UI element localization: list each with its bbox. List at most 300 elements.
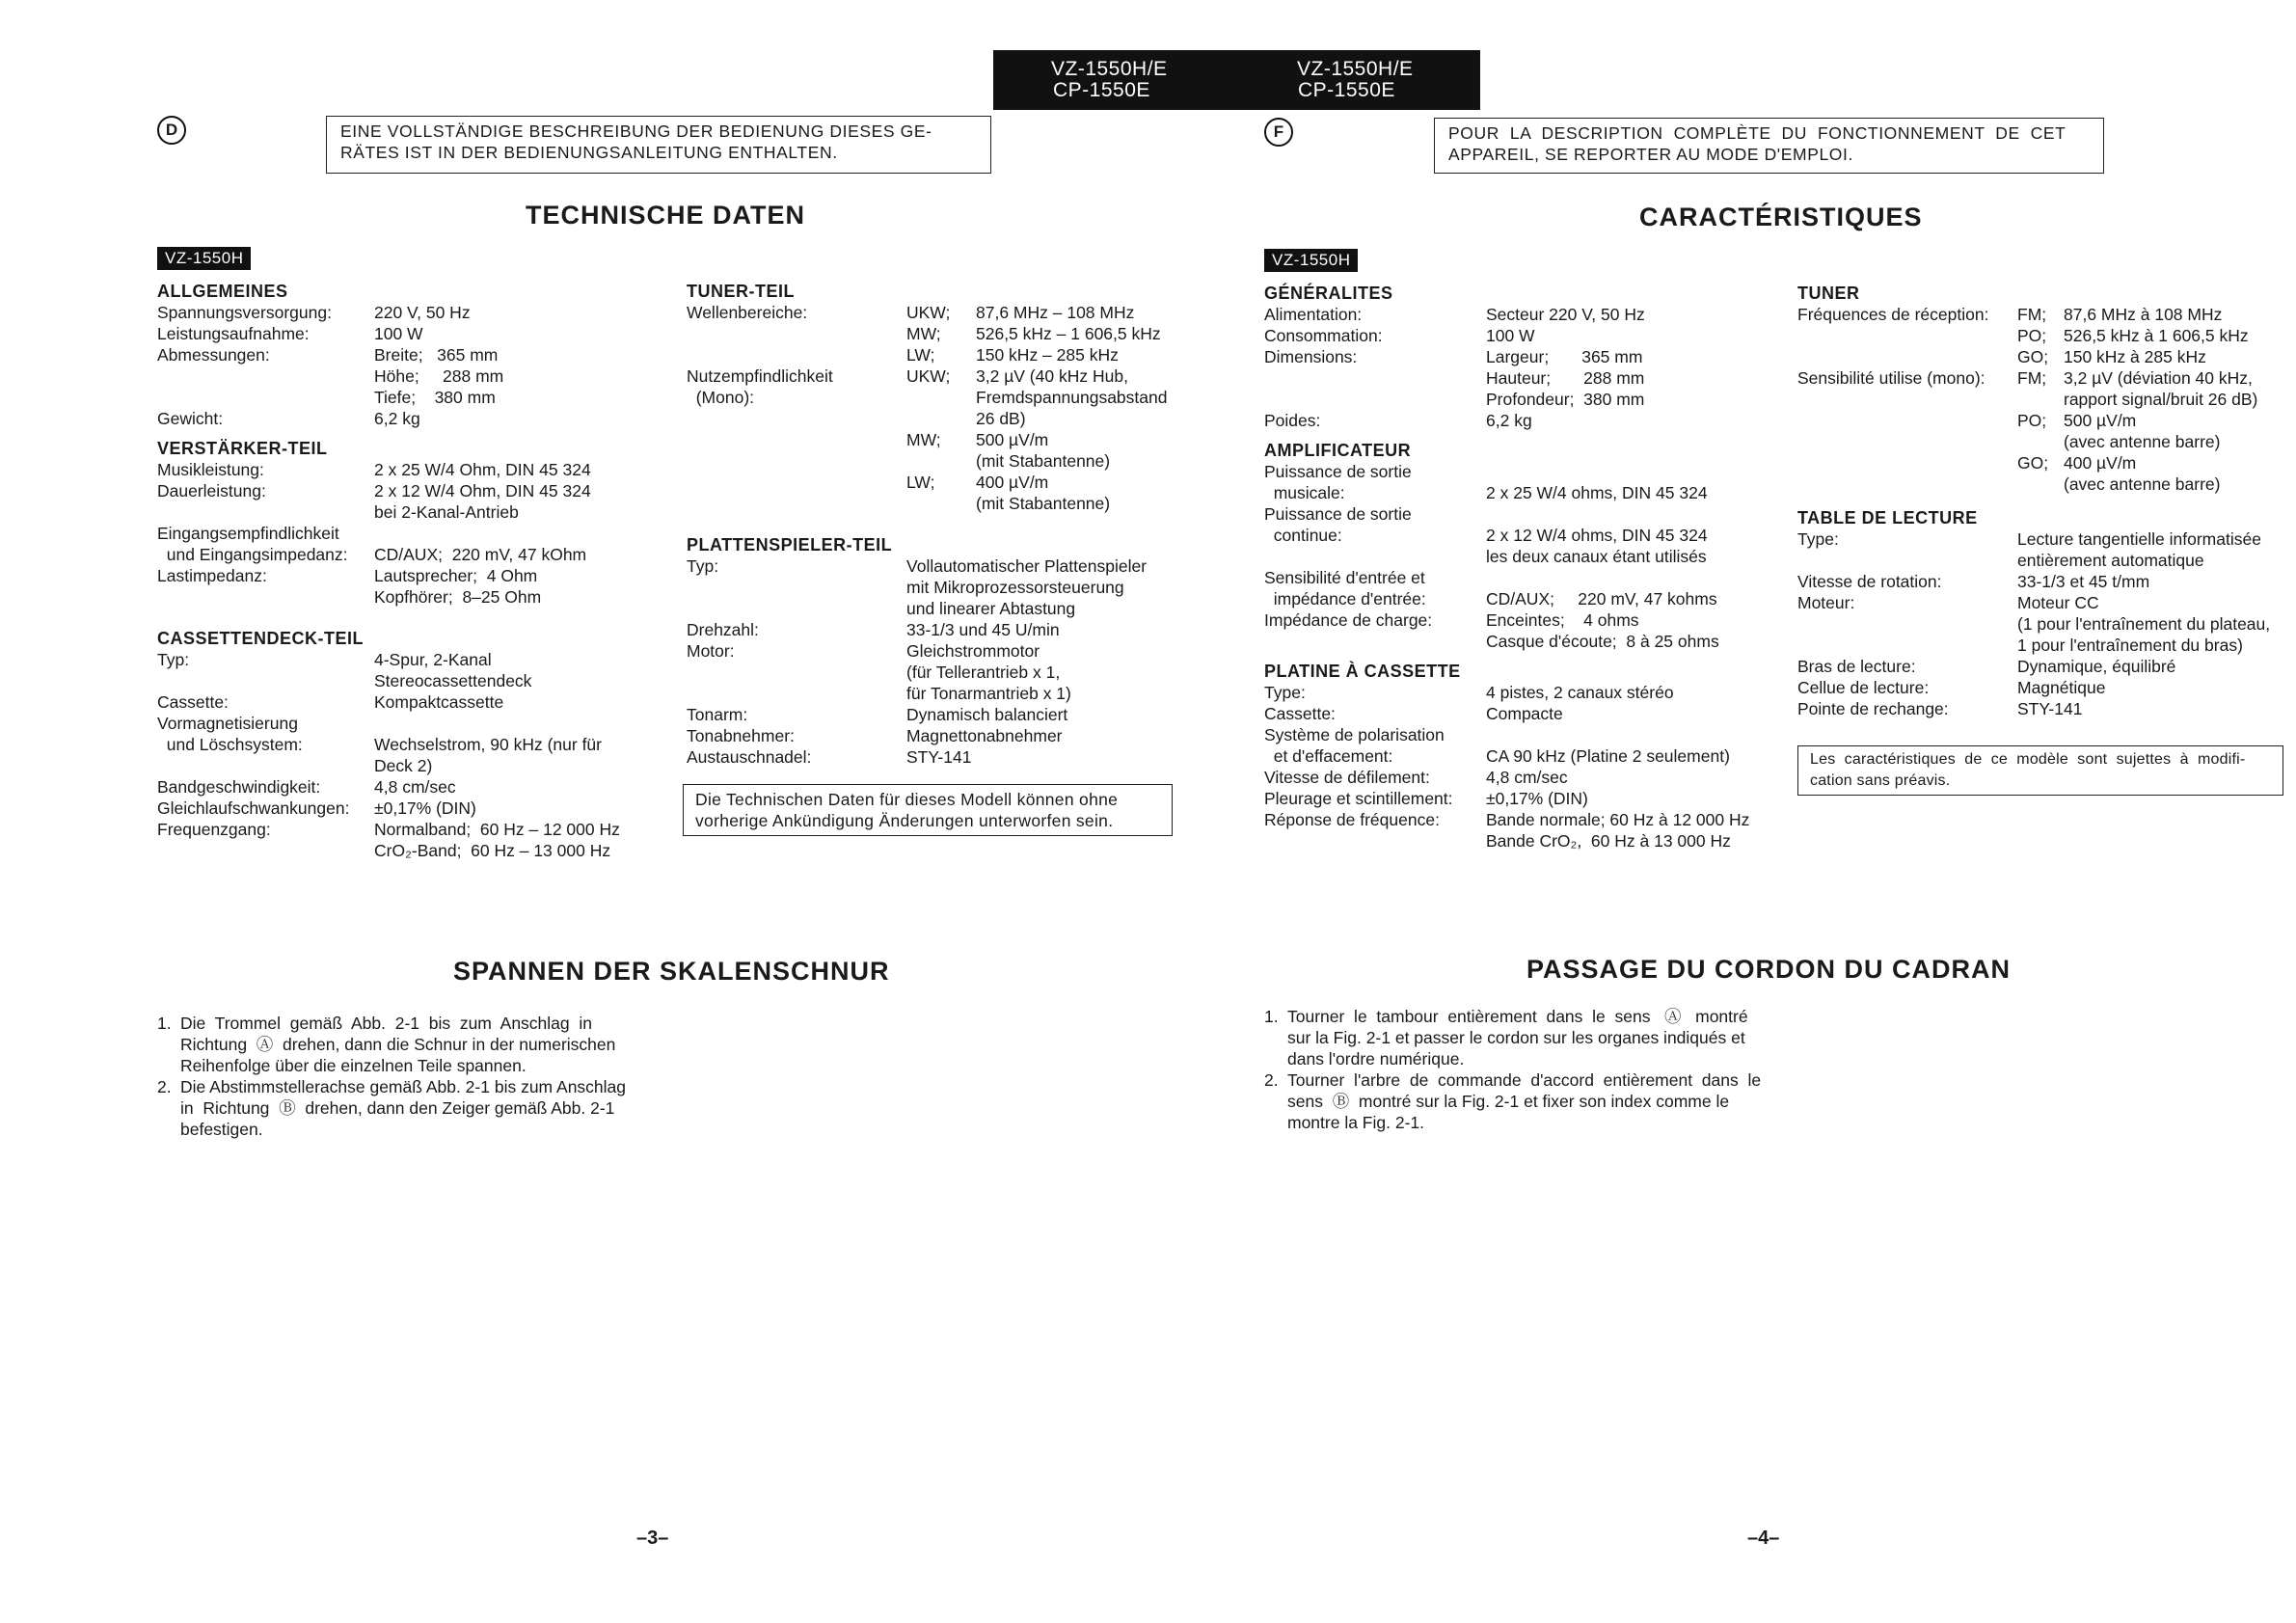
fr-dial-cord-title: PASSAGE DU CORDON DU CADRAN: [1526, 955, 2012, 984]
spec-value: 1 pour l'entraînement du bras): [2017, 636, 2243, 655]
spec-band: [2017, 431, 2064, 452]
spec-label: (Mono):: [687, 388, 755, 407]
spec-label: Nutzempfindlichkeit: [687, 366, 833, 386]
spec-label: Vormagnetisierung: [157, 714, 298, 733]
spec-value: 4,8 cm/sec: [374, 777, 456, 797]
spec-value: Gleichstrommotor: [906, 641, 1040, 661]
spec-section: [1264, 284, 1785, 431]
spec-row: [157, 344, 659, 365]
spec-label: Bandgeschwindigkeit:: [157, 777, 321, 797]
spec-label: [1264, 631, 1486, 652]
spec-value: [1486, 567, 1775, 588]
spec-row: [1797, 473, 2289, 495]
de-model-tag: VZ-1550H: [157, 247, 251, 270]
spec-label: [1797, 431, 2017, 452]
spec-value: 4 pistes, 2 canaux stéréo: [1486, 683, 1674, 702]
spec-row: [157, 776, 659, 798]
spec-row: [1264, 631, 1785, 652]
spec-value: 500 µV/m: [976, 430, 1049, 449]
spec-value: entièrement automatique: [2017, 551, 2204, 570]
spec-label: Lastimpedanz:: [157, 566, 267, 585]
spec-band: [906, 408, 976, 429]
spec-section: [1264, 662, 1785, 852]
spec-row: [1264, 325, 1785, 346]
spec-value: CA 90 kHz (Platine 2 seulement): [1486, 746, 1730, 766]
spec-value: 87,6 MHz à 108 MHz: [2064, 305, 2223, 324]
step-text-line: sur la Fig. 2-1 et passer le cordon sur les organes indiqués et: [1287, 1028, 1745, 1047]
spec-row: [1797, 346, 2289, 367]
spec-label: [157, 501, 374, 523]
spec-label: [687, 598, 906, 619]
spec-label: impédance d'entrée:: [1264, 589, 1426, 609]
spec-label: [157, 755, 374, 776]
spec-value: Kopfhörer; 8–25 Ohm: [374, 587, 542, 607]
de-notice-box: [326, 116, 991, 174]
spec-row: [157, 302, 659, 323]
step-text-line: Tourner l'arbre de commande d'accord entièrement dans le: [1287, 1070, 1762, 1090]
spec-row: [687, 387, 1188, 408]
spec-row: [687, 577, 1188, 598]
spec-row: [687, 725, 1188, 746]
spec-row: [1264, 410, 1785, 431]
spec-row: [1797, 528, 2289, 550]
spec-row: [1264, 767, 1785, 788]
spec-value: 526,5 kHz à 1 606,5 kHz: [2064, 326, 2249, 345]
spec-label: [1264, 389, 1486, 410]
spec-row: [687, 598, 1188, 619]
right-model-name: VZ-1550H/E: [1297, 58, 1414, 80]
spec-row: [157, 323, 659, 344]
spec-label: Musikleistung:: [157, 460, 264, 479]
spec-label: Type:: [1264, 683, 1306, 702]
spec-row: [1797, 571, 2289, 592]
spec-section: [157, 282, 659, 429]
spec-label: [1264, 367, 1486, 389]
spec-label: Spannungsversorgung:: [157, 303, 332, 322]
spec-value: (1 pour l'entraînement du plateau,: [2017, 614, 2271, 634]
step-text-line: in Richtung Ⓑ drehen, dann den Zeiger gemäß Abb. 2-1: [180, 1098, 615, 1118]
fr-notice-line: POUR LA DESCRIPTION COMPLÈTE DU FONCTIONNEMENT DE CET: [1448, 123, 2066, 143]
de-disclaimer-box: [683, 784, 1173, 836]
spec-label: Typ:: [687, 556, 719, 576]
spec-row: [1797, 367, 2289, 389]
spec-value: 526,5 kHz – 1 606,5 kHz: [976, 324, 1161, 343]
spec-value: Dynamique, équilibré: [2017, 657, 2176, 676]
spec-value: Breite; 365 mm: [374, 345, 499, 365]
spec-label: [687, 493, 906, 514]
spec-value: Lautsprecher; 4 Ohm: [374, 566, 538, 585]
spec-row: [157, 670, 659, 691]
fr-spec-column-right: [1797, 284, 2289, 719]
step-text-line: montre la Fig. 2-1.: [1287, 1113, 1424, 1132]
spec-row: [1264, 482, 1785, 503]
spec-value: ±0,17% (DIN): [374, 798, 476, 818]
instruction-step: [157, 1013, 659, 1076]
spec-label: Austauschnadel:: [687, 747, 812, 767]
spec-row: [1797, 677, 2289, 698]
spec-label: Leistungsaufnahme:: [157, 324, 310, 343]
spec-row: [1264, 389, 1785, 410]
spec-value: STY-141: [2017, 699, 2083, 718]
spec-label: [1797, 550, 2017, 571]
spec-value: les deux canaux étant utilisés: [1486, 547, 1707, 566]
spec-label: [687, 344, 906, 365]
spec-row: [157, 459, 659, 480]
language-mark-de: D: [157, 116, 186, 145]
spec-value: [374, 523, 654, 544]
spec-label: Tonabnehmer:: [687, 726, 795, 745]
spec-value: CD/AUX; 220 mV, 47 kohms: [1486, 589, 1717, 609]
spec-label: continue:: [1264, 526, 1342, 545]
spec-row: [157, 480, 659, 501]
spec-label: [687, 408, 906, 429]
spec-section-heading: VERSTÄRKER-TEIL: [157, 439, 328, 458]
fr-model-tag: VZ-1550H: [1264, 249, 1358, 272]
spec-band: FM;: [2017, 305, 2047, 324]
spec-value: 2 x 12 W/4 ohms, DIN 45 324: [1486, 526, 1708, 545]
spec-section: [687, 282, 1188, 514]
spec-row: [687, 472, 1188, 493]
de-section-title: TECHNISCHE DATEN: [526, 201, 806, 230]
spec-row: [1264, 588, 1785, 609]
spec-value: CD/AUX; 220 mV, 47 kOhm: [374, 545, 587, 564]
spec-value: 33-1/3 et 45 t/mm: [2017, 572, 2150, 591]
spec-label: Dauerleistung:: [157, 481, 266, 500]
spec-value: (avec antenne barre): [2064, 432, 2221, 451]
spec-row: [157, 565, 659, 586]
spec-value: für Tonarmantrieb x 1): [906, 684, 1071, 703]
spec-label: Typ:: [157, 650, 190, 669]
spec-row: [157, 798, 659, 819]
spec-label: [687, 683, 906, 704]
spec-value: 100 W: [1486, 326, 1535, 345]
spec-band: LW;: [906, 473, 935, 492]
spec-label: Cassette:: [1264, 704, 1336, 723]
spec-value: STY-141: [906, 747, 972, 767]
fr-disclaimer-line: cation sans préavis.: [1810, 772, 1951, 789]
spec-row: [1264, 682, 1785, 703]
spec-row: [687, 344, 1188, 365]
spec-label: Eingangsempfindlichkeit: [157, 524, 339, 543]
spec-section-heading: ALLGEMEINES: [157, 282, 288, 301]
left-model-name-2: CP-1550E: [1053, 79, 1150, 101]
spec-value: 4-Spur, 2-Kanal: [374, 650, 492, 669]
spec-section: [1797, 284, 2289, 495]
spec-band: UKW;: [906, 303, 951, 322]
spec-label: Sensibilité d'entrée et: [1264, 568, 1425, 587]
page-number-3: –3–: [636, 1528, 669, 1549]
spec-row: [687, 408, 1188, 429]
spec-label: Abmessungen:: [157, 345, 270, 365]
spec-value: [1486, 503, 1775, 525]
spec-label: Consommation:: [1264, 326, 1383, 345]
spec-row: [157, 387, 659, 408]
spec-label: [157, 387, 374, 408]
spec-label: [157, 840, 374, 861]
spec-row: [687, 619, 1188, 640]
spec-label: Gleichlaufschwankungen:: [157, 798, 350, 818]
fr-dial-cord-steps: [1264, 1006, 1766, 1133]
spec-row: [687, 302, 1188, 323]
spec-row: [1264, 609, 1785, 631]
spec-row: [1797, 325, 2289, 346]
spec-row: [687, 662, 1188, 683]
spec-row: [687, 493, 1188, 514]
spec-value: Secteur 220 V, 50 Hz: [1486, 305, 1645, 324]
spec-label: [157, 586, 374, 608]
spec-label: [687, 472, 906, 493]
spec-band: [2017, 389, 2064, 410]
spec-row: [157, 734, 659, 755]
spec-value: Bande normale; 60 Hz à 12 000 Hz: [1486, 810, 1750, 829]
spec-row: [1264, 546, 1785, 567]
spec-row: [157, 840, 659, 861]
spec-row: [687, 365, 1188, 387]
spec-value: Normalband; 60 Hz – 12 000 Hz: [374, 820, 620, 839]
spec-value: 500 µV/m: [2064, 411, 2137, 430]
spec-label: [687, 429, 906, 450]
spec-value: 26 dB): [976, 409, 1026, 428]
spec-value: rapport signal/bruit 26 dB): [2064, 390, 2258, 409]
spec-band: LW;: [906, 345, 935, 365]
fr-spec-column-left: [1264, 284, 1785, 852]
fr-section-title: CARACTÉRISTIQUES: [1639, 203, 1923, 231]
spec-label: Type:: [1797, 529, 1839, 549]
spec-band: PO;: [2017, 326, 2047, 345]
spec-label: Cassette:: [157, 692, 229, 712]
spec-label: [157, 365, 374, 387]
spec-value: 3,2 µV (40 kHz Hub,: [976, 366, 1128, 386]
spec-section: [1797, 508, 2289, 719]
spec-row: [687, 704, 1188, 725]
de-dial-cord-steps: [157, 1013, 659, 1140]
spec-row: [1797, 452, 2289, 473]
spec-value: 150 kHz à 285 kHz: [2064, 347, 2206, 366]
spec-row: [157, 365, 659, 387]
spec-label: und Löschsystem:: [157, 735, 303, 754]
spec-row: [687, 450, 1188, 472]
spec-value: 87,6 MHz – 108 MHz: [976, 303, 1135, 322]
spec-value: (avec antenne barre): [2064, 474, 2221, 494]
spec-row: [157, 501, 659, 523]
page-number-4: –4–: [1747, 1528, 1780, 1549]
spec-label: Gewicht:: [157, 409, 224, 428]
spec-value: Magnétique: [2017, 678, 2106, 697]
spec-row: [1264, 703, 1785, 724]
spec-value: Vollautomatischer Plattenspieler: [906, 556, 1148, 576]
spec-value: Stereocassettendeck: [374, 671, 532, 690]
fr-disclaimer-box: [1797, 745, 2283, 796]
spec-value: mit Mikroprozessorsteuerung: [906, 578, 1124, 597]
spec-row: [1264, 367, 1785, 389]
spec-row: [1797, 550, 2289, 571]
spec-label: und Eingangsimpedanz:: [157, 545, 348, 564]
step-text-line: sens Ⓑ montré sur la Fig. 2-1 et fixer son index comme le: [1287, 1092, 1730, 1111]
spec-value: Magnettonabnehmer: [906, 726, 1063, 745]
instruction-step: [157, 1076, 659, 1140]
step-number: 1.: [1264, 1007, 1279, 1026]
spec-band: [906, 387, 976, 408]
spec-label: Cellue de lecture:: [1797, 678, 1930, 697]
spec-value: 400 µV/m: [976, 473, 1049, 492]
instruction-step: [1264, 1006, 1766, 1069]
spec-label: Réponse de fréquence:: [1264, 810, 1440, 829]
spec-label: Motor:: [687, 641, 735, 661]
spec-label: [1797, 635, 2017, 656]
step-number: 2.: [157, 1077, 172, 1096]
step-text-line: Reihenfolge über die einzelnen Teile spannen.: [180, 1056, 527, 1075]
spec-section-heading: TUNER-TEIL: [687, 282, 795, 301]
spec-row: [687, 640, 1188, 662]
spec-label: Moteur:: [1797, 593, 1855, 612]
spec-section-heading: GÉNÉRALITES: [1264, 284, 1393, 303]
spec-label: Pointe de rechange:: [1797, 699, 1949, 718]
spec-section: [1264, 441, 1785, 652]
spec-label: [1797, 410, 2017, 431]
spec-row: [1797, 410, 2289, 431]
spec-value: ±0,17% (DIN): [1486, 789, 1588, 808]
spec-row: [687, 323, 1188, 344]
spec-value: [1486, 724, 1775, 745]
spec-value: Tiefe; 380 mm: [374, 388, 496, 407]
spec-section: [157, 629, 659, 861]
spec-row: [157, 819, 659, 840]
spec-row: [157, 408, 659, 429]
spec-value: Casque d'écoute; 8 à 25 ohms: [1486, 632, 1719, 651]
spec-label: [687, 323, 906, 344]
spec-row: [1264, 503, 1785, 525]
spec-section-heading: CASSETTENDECK-TEIL: [157, 629, 365, 648]
spec-value: (mit Stabantenne): [976, 494, 1111, 513]
spec-label: Wellenbereiche:: [687, 303, 808, 322]
spec-value: Fremdspannungsabstand: [976, 388, 1168, 407]
fr-disclaimer-line: Les caractéristiques de ce modèle sont sujettes à modifi-: [1810, 751, 2246, 768]
spec-value: Lecture tangentielle informatisée: [2017, 529, 2261, 549]
spec-label: Fréquences de réception:: [1797, 305, 1989, 324]
spec-label: Vitesse de défilement:: [1264, 768, 1430, 787]
spec-row: [1797, 613, 2289, 635]
spec-label: Poides:: [1264, 411, 1321, 430]
spec-band: GO;: [2017, 453, 2049, 473]
spec-row: [1264, 461, 1785, 482]
spec-value: (für Tellerantrieb x 1,: [906, 663, 1061, 682]
spec-label: Impédance de charge:: [1264, 610, 1433, 630]
spec-row: [1264, 724, 1785, 745]
spec-row: [1797, 431, 2289, 452]
de-disclaimer-line: Die Technischen Daten für dieses Modell können ohne: [695, 790, 1119, 809]
spec-section-heading: TABLE DE LECTURE: [1797, 508, 1978, 527]
spec-label: [157, 670, 374, 691]
spec-value: Hauteur; 288 mm: [1486, 368, 1645, 388]
spec-row: [157, 691, 659, 713]
spec-value: Profondeur; 380 mm: [1486, 390, 1645, 409]
spec-value: Compacte: [1486, 704, 1563, 723]
spec-row: [1797, 635, 2289, 656]
step-text-line: Tourner le tambour entièrement dans le sens Ⓐ montré: [1287, 1007, 1748, 1026]
spec-label: [1797, 346, 2017, 367]
spec-section-heading: AMPLIFICATEUR: [1264, 441, 1412, 460]
spec-label: [1264, 546, 1486, 567]
spec-value: 220 V, 50 Hz: [374, 303, 471, 322]
spec-value: Largeur; 365 mm: [1486, 347, 1643, 366]
spec-label: [687, 662, 906, 683]
spec-label: Tonarm:: [687, 705, 748, 724]
spec-row: [1797, 389, 2289, 410]
spec-value: 150 kHz – 285 kHz: [976, 345, 1119, 365]
de-notice-line: RÄTES IST IN DER BEDIENUNGSANLEITUNG ENTHALTEN.: [340, 143, 838, 162]
spec-label: [1264, 830, 1486, 852]
spec-band: UKW;: [906, 366, 951, 386]
spec-label: Système de polarisation: [1264, 725, 1445, 744]
spec-band: [906, 493, 976, 514]
spec-label: Bras de lecture:: [1797, 657, 1916, 676]
spec-value: Höhe; 288 mm: [374, 366, 504, 386]
spec-value: 2 x 25 W/4 Ohm, DIN 45 324: [374, 460, 591, 479]
spec-row: [157, 649, 659, 670]
spec-row: [157, 755, 659, 776]
spec-value: 400 µV/m: [2064, 453, 2137, 473]
spec-label: [1797, 325, 2017, 346]
de-dial-cord-title: SPANNEN DER SKALENSCHNUR: [453, 957, 890, 986]
fr-notice-box: [1434, 118, 2104, 174]
spec-value: Dynamisch balanciert: [906, 705, 1068, 724]
spec-section: [157, 439, 659, 608]
spec-value: 100 W: [374, 324, 423, 343]
spec-row: [1797, 698, 2289, 719]
spec-label: Drehzahl:: [687, 620, 759, 639]
spec-band: MW;: [906, 430, 941, 449]
spec-label: musicale:: [1264, 483, 1345, 502]
spec-band: FM;: [2017, 368, 2047, 388]
spec-value: [1486, 461, 1775, 482]
spec-label: Dimensions:: [1264, 347, 1358, 366]
spec-band: GO;: [2017, 347, 2049, 366]
spec-row: [1264, 830, 1785, 852]
right-model-name-2: CP-1550E: [1298, 79, 1395, 101]
spec-band: MW;: [906, 324, 941, 343]
spec-value: 6,2 kg: [1486, 411, 1532, 430]
spec-label: [1797, 452, 2017, 473]
spec-value: 2 x 25 W/4 ohms, DIN 45 324: [1486, 483, 1708, 502]
spec-label: Pleurage et scintillement:: [1264, 789, 1453, 808]
spec-label: Puissance de sortie: [1264, 462, 1412, 481]
spec-band: [906, 450, 976, 472]
spec-value: und linearer Abtastung: [906, 599, 1076, 618]
left-model-name: VZ-1550H/E: [1051, 58, 1168, 80]
spec-row: [1264, 809, 1785, 830]
spec-row: [687, 683, 1188, 704]
spec-label: [1797, 389, 2017, 410]
spec-row: [1797, 592, 2289, 613]
spec-section: [687, 535, 1188, 768]
model-header-bar: [993, 50, 1480, 110]
spec-value: Bande CrO₂, 60 Hz à 13 000 Hz: [1486, 831, 1731, 851]
spec-row: [1797, 304, 2289, 325]
spec-row: [157, 544, 659, 565]
spec-label: Alimentation:: [1264, 305, 1363, 324]
de-spec-column-right: [687, 282, 1188, 768]
spec-row: [1264, 788, 1785, 809]
spec-value: [374, 713, 654, 734]
fr-notice-line: APPAREIL, SE REPORTER AU MODE D'EMPLOI.: [1448, 145, 1853, 164]
spec-row: [1264, 525, 1785, 546]
spec-value: bei 2-Kanal-Antrieb: [374, 502, 519, 522]
spec-row: [1264, 304, 1785, 325]
spec-row: [1797, 656, 2289, 677]
spec-band: PO;: [2017, 411, 2047, 430]
spec-value: CrO₂-Band; 60 Hz – 13 000 Hz: [374, 841, 611, 860]
spec-value: Moteur CC: [2017, 593, 2099, 612]
